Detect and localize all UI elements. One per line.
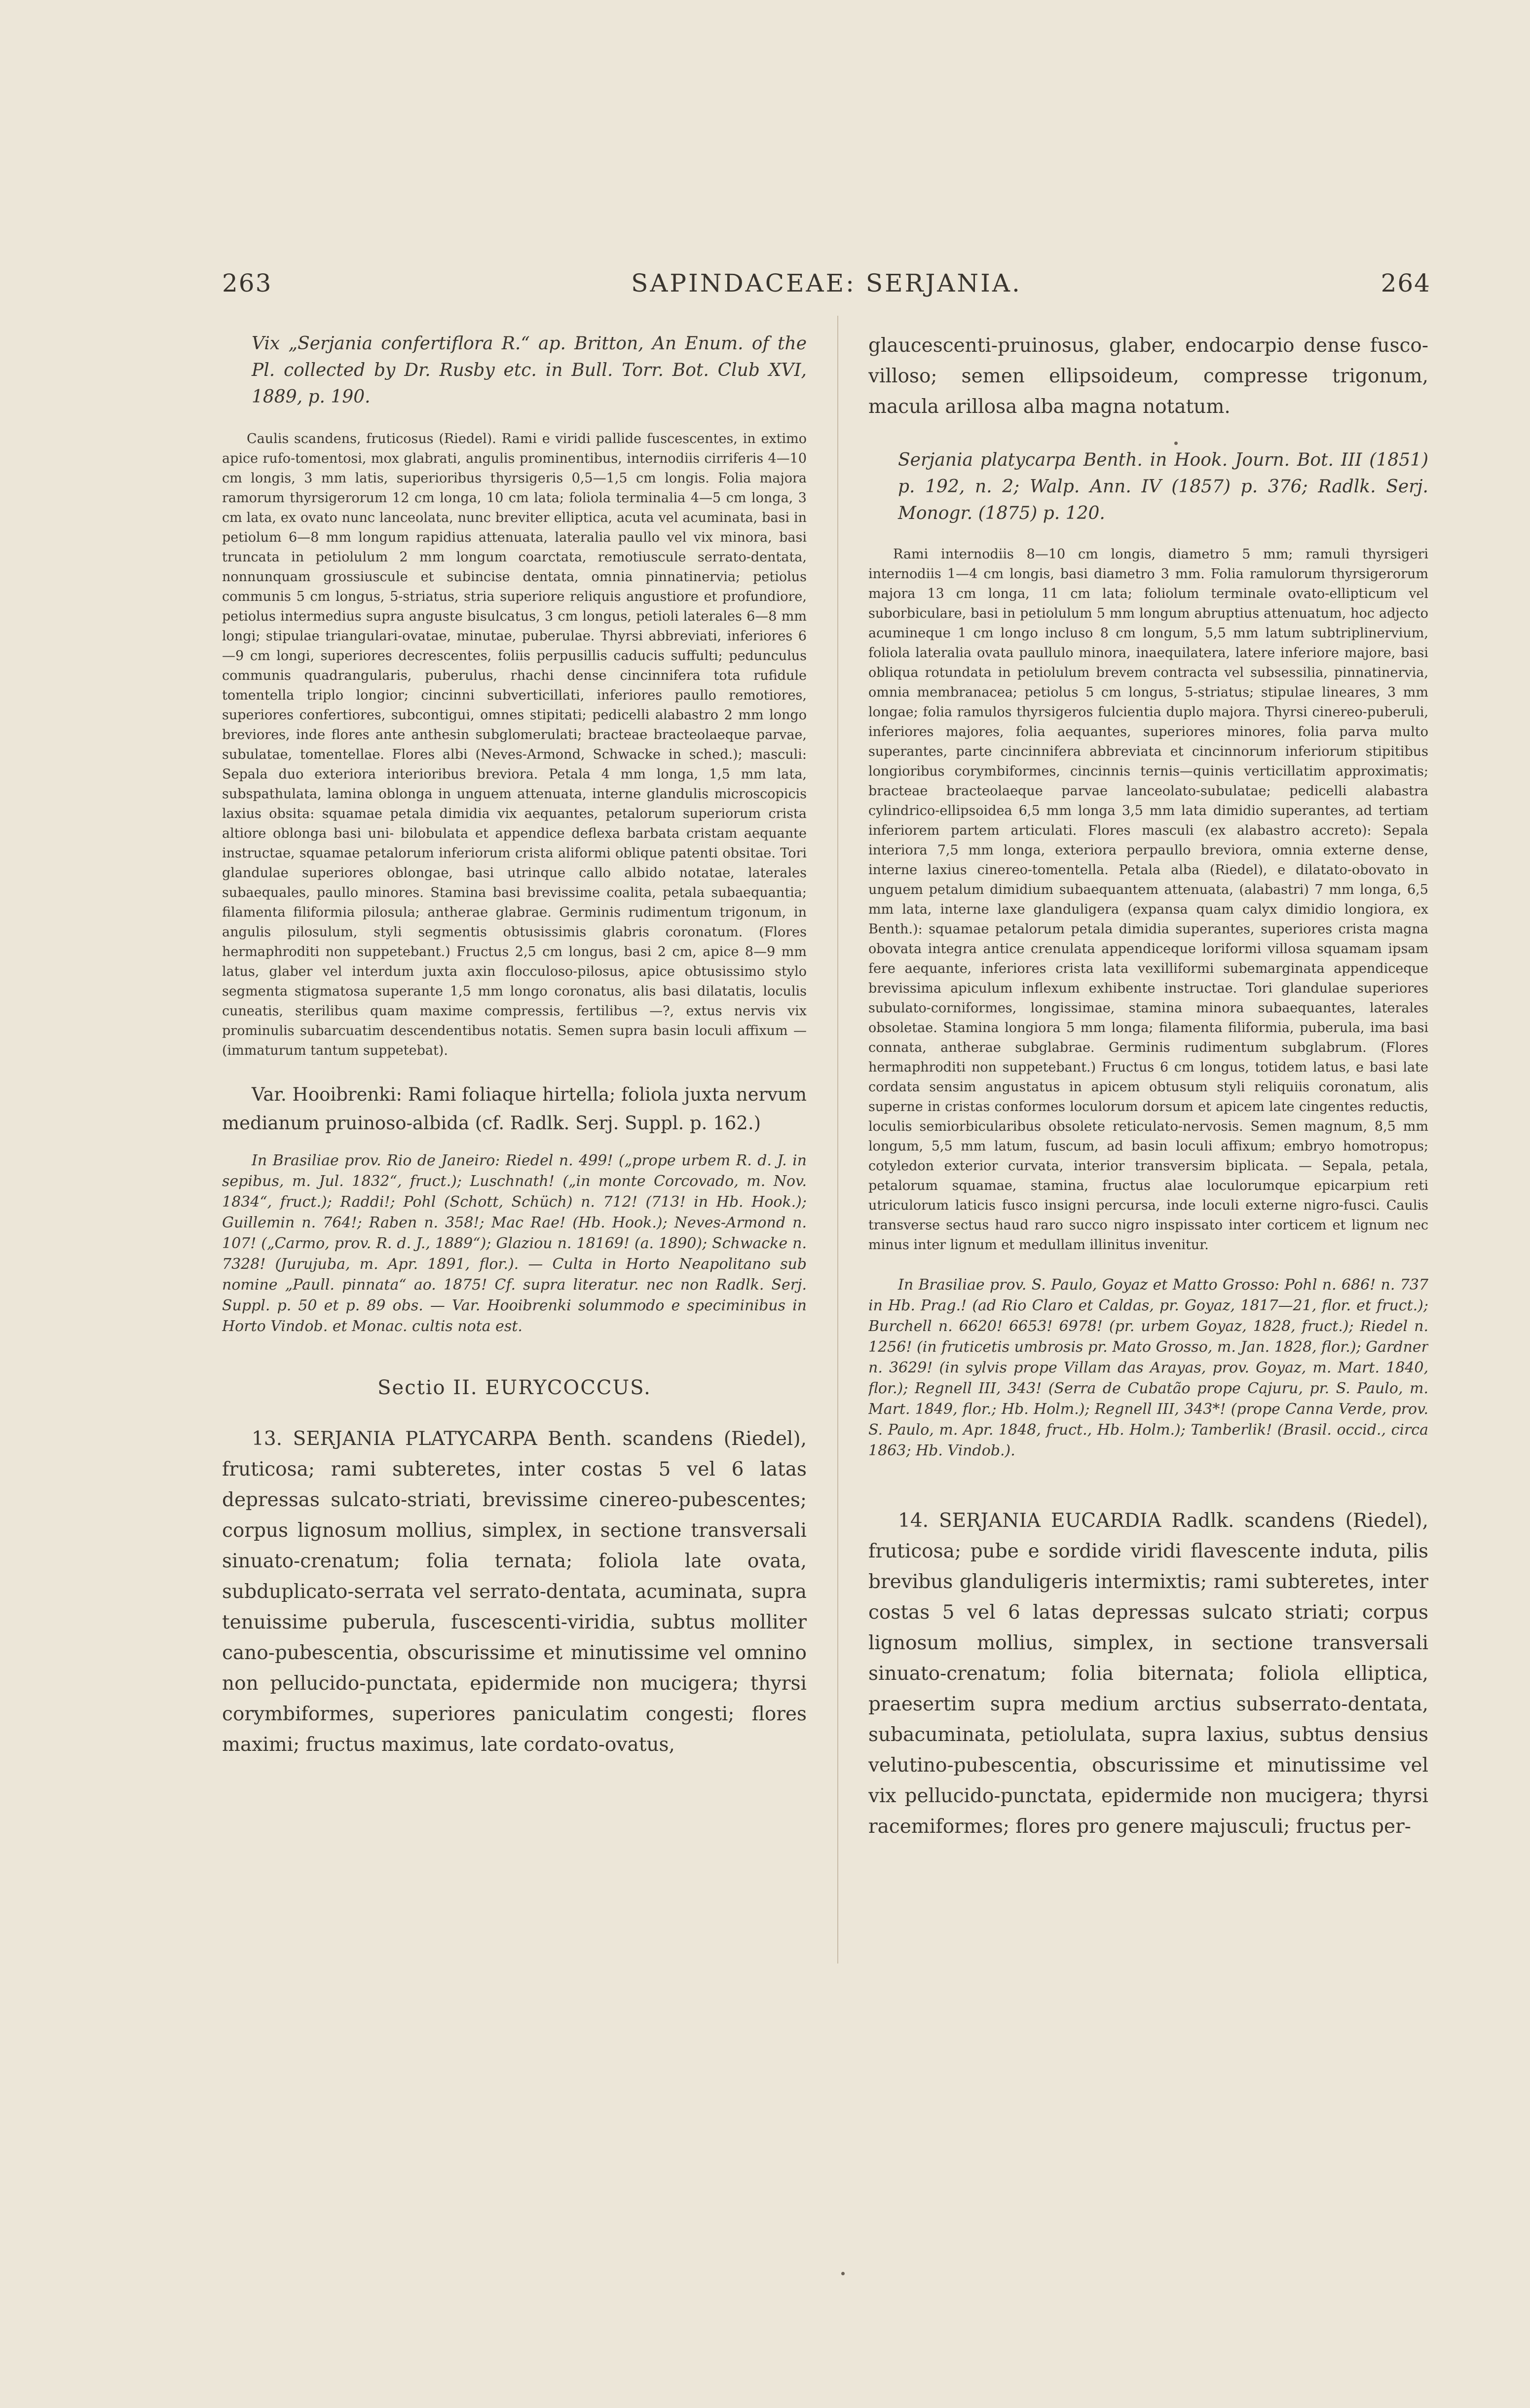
species-14-diagnosis: 14. SERJANIA EUCARDIA Radlk. scandens (Riedel), fruticosa; pube e sordide viridi flavescente induta, pilis brevibus glanduligeris intermixtis; rami subteretes, inter costas 5 vel 6 latas depressas sulcato striati; corpus lignosum mollius, simplex, in sectione transversali sinuato-crenatum; folia biternata; foliola elliptica, praesertim supra medium arctius subserrato-dentata, subacuminata, petiolulata, supra laxius, subtus densius velutino-pubescentia, obscurissime et minutissime vel vix pellucido-punctata, epidermide non mucigera; thyrsi racemiformes; flores pro genere majusculi; fructus per- — [868, 1510, 1428, 1838]
section-heading: Sectio II. EURYCOCCUS. — [377, 1376, 651, 1399]
species-description: Caulis scandens, fruticosus (Riedel). Rami e viridi pallide fuscescentes, in extimo apice rufo-tomentosi, mox glabrati, angulis prominentibus, internodiis cirriferis 4—10 cm longis, 3 mm latis, superioribus thyrsigeris 0,5—1,5 cm longis. Folia majora ramorum thyrsigerorum 12 cm longa, 10 cm lata; foliola terminalia 4—5 cm longa, 3 cm lata, ex ovato nunc lanceolata, nunc breviter elliptica, acuta vel acuminata, basi in petiolum 6—8 mm longum rapidius attenuata, lateralia paullo vel vix minora, basi truncata in petiolulum 2 mm longum coarctata, remotiuscule serrato-dentata, nonnunquam grossiuscule et subincise dentata, omnia pinnatinervia; petiolus communis 5 cm longus, 5-striatus, stria superiore reliquis angustiore et profundiore, petiolus intermedius supra anguste bisulcatus, 3 cm longus, petioli laterales 6—8 mm longi; stipulae triangulari-ovatae, minutae, puberulae. Thyrsi abbreviati, inferiores 6—9 cm longi, superiores decrescentes, foliis perpusillis caducis suffulti; pedunculus communis quadrangularis, puberulus, rhachi dense cincinnifera tota rufidule tomentella triplo longior; cincinni subverticillati, inferiores paullo remotiores, superiores confertiores, subcontigui, omnes stipitati; pedicelli alabastro 2 mm longo breviores, inde flores ante anthesin subglomerulati; bracteae bracteolaeque parvae, subulatae, tomentellae. Flores albi (Neves-Armond, Schwacke in sched.); masculi: Sepala duo exteriora interioribus breviora. Petala 4 mm longa, 1,5 mm lata, subspathulata, lamina oblonga in unguem attenuata, interne glandulis microscopicis laxius obsita: squamae petala dimidia vix aequantes, petalorum superiorum crista altiore oblonga basi uni- bilobulata et appendice deflexa barbata cristam aequante instructae, squamae petalorum inferiorum crista aliformi oblique patenti obsitae. Tori glandulae superiores oblongae, basi utrinque callo albido notatae, laterales subaequales, paullo minores. Stamina basi brevissime coalita, petala subaequantia; filamenta filiformia pilosula; antherae glabrae. Germinis rudimentum trigonum, in angulis pilosulum, styli segmentis obtusissimis glabris coronatum. (Flores hermaphroditi non suppetebant.) Fructus 2,5 cm longus, basi 2 cm, apice 8—9 mm latus, glaber vel interdum juxta axin flocculoso-pilosus, apice obtusissimo stylo segmenta stigmatosa superante 1,5 mm longo coronatus, alis basi dilatatis, loculis cuneatis, sterilibus quam maxime compressis, fertilibus —?, extus nervis vix prominulis subarcuatim descendentibus notatis. Semen supra basin loculi affixum — (immaturum tantum suppetebat). — [222, 431, 807, 1058]
platycarpa-localities: In Brasiliae prov. S. Paulo, Goyaz et Matto Grosso: Pohl n. 686! n. 737 in Hb. Prag.! (ad Rio Claro et Caldas, pr. Goyaz, 1817—21, flor. et fruct.); Burchell n. 6620! 6653! 6978! (pr. urbem Goyaz, 1828, fruct.); Riedel n. 1256! (in fruticetis umbrosis pr. Mato Grosso, m. Jan. 1828, flor.); Gardner n. 3629! (in sylvis prope Villam das Arayas, prov. Goyaz, m. Mart. 1840, flor.); Regnell III, 343! (Serra de Cubatão prope Cajuru, pr. S. Paulo, m. Mart. 1849, flor.; Hb. Holm.); Regnell III, 343*! (prope Canna Verde, prov. S. Paulo, m. Apr. 1848, fruct., Hb. Holm.); Tamberlik! (Brasil. occid., circa 1863; Hb. Vindob.). — [868, 1276, 1428, 1459]
left-column — [222, 331, 807, 2304]
page-number-left: 263 — [222, 269, 272, 297]
species-13-diagnosis: 13. SERJANIA PLATYCARPA Benth. scandens (Riedel), fruticosa; rami subteretes, inter costas 5 vel 6 latas depressas sulcato-striati, brevissime cinereo-pubescentes; corpus lignosum mollius, simplex, in sectione transversali sinuato-crenatum; folia ternata; foliola late ovata, subduplicato-serrata vel serrato-dentata, acuminata, supra tenuissime puberula, fuscescenti-viridia, subtus molliter cano-pubescentia, obscurissime et minutissime vel omnino non pellucido-punctata, epidermide non mucigera; thyrsi corymbiformes, superiores paniculatim congesti; flores maximi; fructus maximus, late cordato-ovatus, — [222, 1428, 807, 1756]
platycarpa-citation: Serjania platycarpa Benth. in Hook. Journ. Bot. III (1851) p. 192, n. 2; Walp. Ann. IV (1857) p. 376; Radlk. Serj. Monogr. (1875) p. 120. — [898, 450, 1428, 523]
print-speck — [1174, 442, 1178, 445]
variety-note: Var. Hooibrenki: Rami foliaque hirtella; foliola juxta nervum medianum pruinoso-albida (cf. Radlk. Serj. Suppl. p. 162.) — [222, 1084, 807, 1134]
column-divider — [837, 316, 838, 1963]
print-speck — [841, 2272, 845, 2275]
species-13-continuation: glaucescenti-pruinosus, glaber, endocarpio dense fusco-villoso; semen ellipsoideum, compresse trigonum, macula arillosa alba magna notatum. — [868, 334, 1428, 418]
platycarpa-description: Rami internodiis 8—10 cm longis, diametro 5 mm; ramuli thyrsigeri internodiis 1—4 cm longis, basi diametro 3 mm. Folia ramulorum thyrsigerorum majora 13 cm longa, 11 cm lata; foliolum terminale ovato-ellipticum vel suborbiculare, basi in petiolulum 5 mm longum abruptius attenuatum, hoc adjecto acumineque 1 cm longo incluso 8 cm longum, 5,5 mm latum subtriplinervium, foliola lateralia ovata paullulo minora, inaequilatera, latere inferiore majore, basi obliqua rotundata in petiolulum brevem contracta vel subsessilia, pinnatinervia, omnia membranacea; petiolus 5 cm longus, 5-striatus; stipulae lineares, 3 mm longae; folia ramulos thyrsigeros fulcientia duplo majora. Thyrsi cinereo-puberuli, inferiores majores, folia aequantes, superiores minores, folia parva multo superantes, parte cincinnifera abbreviata et cincinnorum inferiorum stipitibus longioribus corymbiformes, cincinnis ternis—quinis verticillatim approximatis; bracteae bracteolaeque parvae lanceolato-subulatae; pedicelli alabastra cylindrico-ellipsoidea 6,5 mm longa 3,5 mm lata dimidio superantes, ad tertiam inferiorem partem articulati. Flores masculi (ex alabastro accreto): Sepala interiora 7,5 mm longa, exteriora perpaullo breviora, omnia externe dense, interne laxius cinereo-tomentella. Petala alba (Riedel), e dilatato-obovato in unguem petalum dimidium subaequantem attenuata, (alabastri) 7 mm longa, 6,5 mm lata, interne laxe glanduligera (expansa quam calyx dimidio longiora, ex Benth.): squamae petalorum petala dimidia superantes, superiores crista magna obovata integra antice crenulata appendiceque loriformi villosa squamam ipsam fere aequante, inferiores crista lata vexilliformi subemarginata appendiceque brevissima apiculum inflexum exhibente instructae. Tori glandulae superiores subulato-corniformes, longissimae, stamina minora subaequantes, laterales obsoletae. Stamina longiora 5 mm longa; filamenta filiformia, puberula, ima basi connata, antherae subglabrae. Germinis rudimentum subglabrum. (Flores hermaphroditi non suppetebant.) Fructus 6 cm longus, totidem latus, e basi late cordata sensim angustatus in apicem obtusum styli reliquiis coronatum, alis superne in cristas conformes loculorum dorsum et apicem late cingentes reductis, loculis semiorbicularibus obsolete reticulato-nervosis. Semen magnum, 8,5 mm longum, 5,5 mm latum, fuscum, ad basin loculi affixum; embryo homotropus; cotyledon exterior curvata, interior transversim biplicata. — Sepala, petala, petalorum squamae, stamina, fructus alae loculorumque epicarpium reti utriculorum laticis fusco insigni percursa, inde loculi externe nigro-fusci. Caulis transverse sectus haud raro succo nigro inspissato inter corticem et lignum nec minus inter lignum et medullam illinitus invenitur. — [868, 547, 1428, 1253]
page-number-right: 264 — [1381, 269, 1431, 297]
right-column — [868, 331, 1428, 2304]
running-title: SAPINDACEAE: SERJANIA. — [631, 269, 1022, 297]
vix-citation: Vix „Serjania confertiflora R.“ ap. Britton, An Enum. of the Pl. collected by Dr. Rusby etc. in Bull. Torr. Bot. Club XVI, 1889, p. 190. — [252, 333, 807, 407]
page-header — [222, 269, 1431, 313]
locality-list: In Brasiliae prov. Rio de Janeiro: Riedel n. 499! („prope urbem R. d. J. in sepibus, m. Jul. 1832“, fruct.); Luschnath! („in monte Corcovado, m. Nov. 1834“, fruct.); Raddi!; Pohl (Schott, Schüch) n. 712! (713! in Hb. Hook.); Guillemin n. 764!; Raben n. 358!; Mac Rae! (Hb. Hook.); Neves-Armond n. 107! („Carmo, prov. R. d. J., 1889“); Glaziou n. 18169! (a. 1890); Schwacke n. 7328! (Jurujuba, m. Apr. 1891, flor.). — Culta in Horto Neapolitano sub nomine „Paull. pinnata“ ao. 1875! Cf. supra literatur. nec non Radlk. Serj. Suppl. p. 50 et p. 89 obs. — Var. Hooibrenki solummodo e speciminibus in Horto Vindob. et Monac. cultis nota est. — [222, 1152, 807, 1335]
